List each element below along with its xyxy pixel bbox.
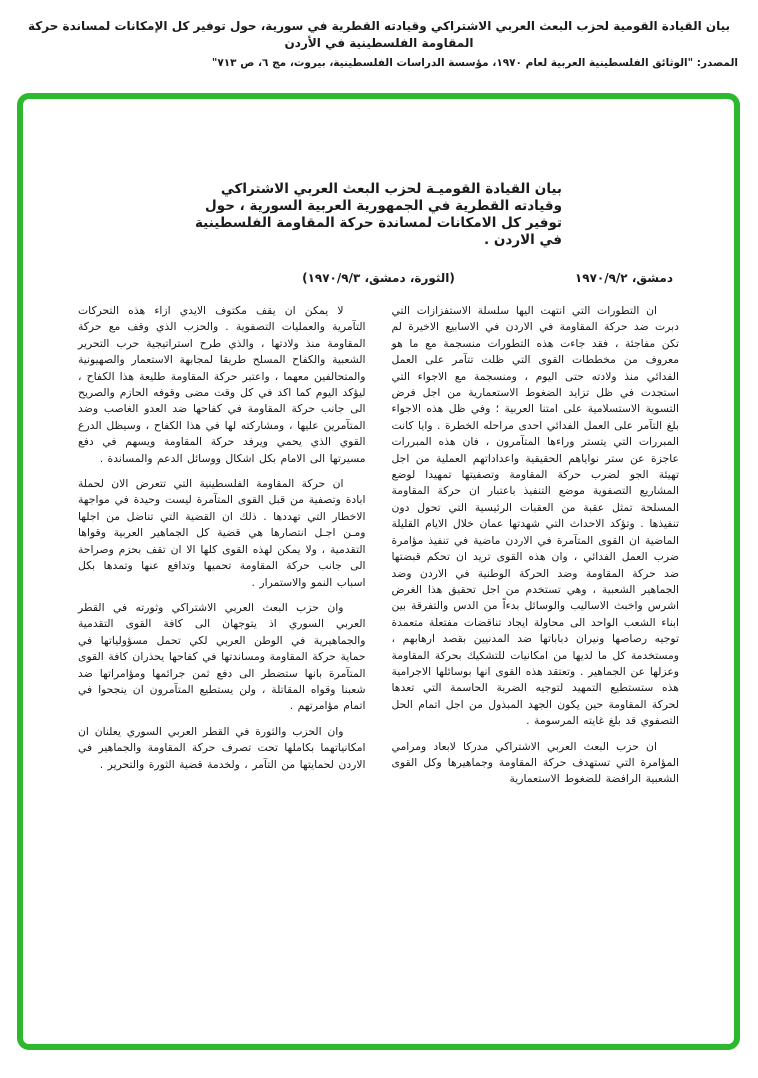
paragraph: ان التطورات التي انتهت اليها سلسلة الاستفزازات التي دبرت ضد حركة المقاومة في الاردن في الاسابيع الاخيرة لم تكن مفاجئة ، فقد جاءت هذه التطورات منسجمة مع ما هو معروف من مخططات القوى التي ظلت تتآمر على العمل الفدائي منذ ولادته حتى اليوم ، ومنسجمة مع الاجواء التي استجدت في ظل تزايد الضغوط الاستعمارية من اجل فرض التسوية الاستسلامية على امتنا العربية ؛ وفي ظل هذه الاجواء بلغ التآمر على العمل الفدائي احدى مراحله الخطرة . وايا كانت المبررات التي يتستر وراءها المتآمرون ، فان هذه المبررات عاجزة عن ستر نواياهم الحقيقية واعداداتهم العملية من اجل تهيئة الجو لضرب حركة المقاومة وتصفيتها تمهيدا لوضع المشاريع التصفوية موضع التنفيذ باعتبار ان حركة المقاومة المسلحة تمثل عقبة من العقبات الرئيسية التي تحول دون تنفيذها . وتؤكد الاحداث التي شهدتها عمان خلال الايام القليلة الماضية ان القوى المتآمرة في الاردن ماضية في تنفيذ مؤامرة ضرب العمل الفدائي ، وان هذه القوى تريد ان تحكم قبضتها ضد حركة المقاومة وضد الحركة الوطنية في الاردن وضد الجماهير الشعبية ، وهي تستخدم من اجل تحقيق هذا الغرض اشرس واخبث الاساليب والوسائل بدءاً من الدس والتفرقة بين ابناء الشعب الواحد الى محاولة ايجاد تناقضات مفتعلة متعمدة توجيه رصاصها ونيران دباباتها ضد المدنيين بقصد ارهابهم ، ومستخدمة كل ما لديها من امكانيات للتشكيك بحركة المقاومة وعزلها عن الجماهير . وتعتقد هذه القوى انها بوسائلها الاجرامية هذه ستستطيع التمهيد لتوجيه الضربة الحاسمة التي تعدها لحركة المقاومة حين يكون الجهد المبذول من اجل اتمام الحل التصفوي قد بلغ غايته المرسومة .: [391, 304, 679, 728]
paragraph: لا يمكن ان يقف مكتوف الايدي ازاء هذه التحركات التآمرية والعمليات التصفوية . والحزب الذي وقف مع حركة المقاومة منذ ولادتها ، والذي طرح استراتيجية حرب التحرير الشعبية والكفاح المسلح طريقا لمجابهة الاستعمار والصهيونية والمتحالفين معهما ، واعتبر حركة المقاومة طليعة هذا الكفاح ، ليؤكد اليوم كما اكد في كل وقت مضى وقوفه الحازم والصريح الى جانب حركة المقاومة في كفاحها ضد العدو الغاصب وضد المتآمرين عليها ، ومشاركته لها في هذا الكفاح ، وسيظل الدرع القوي الذي يحمي ويرفد حركة المقاومة ويسهم في دفع مسيرتها الى الامام بكل اشكال ووسائل الدعم والمساندة .: [78, 304, 366, 465]
paragraph: وان حزب البعث العربي الاشتراكي وثورته في القطر العربي السوري اذ يتوجهان الى كافة القوى التقدمية والجماهيرية في الوطن العربي لكي تحمل مسؤولياتها في حماية حركة المقاومة ومساندتها في كفاحها يحذران كافة القوى المتآمرة بانها ستضطر الى دفع ثمن جرائمها ومؤامراتها ضد شعبنا وقواه المقاتلة ، ولن يستطيع المتآمرون ان ينجحوا في اتمام مؤامرتهم .: [78, 600, 366, 713]
doc-title-line-2: وقيادته القطرية في الجمهورية العربية السورية ، حول: [205, 198, 562, 214]
paragraph: ان حزب البعث العربي الاشتراكي مدركا لابعاد ومرامي المؤامرة التي تستهدف حركة المقاومة وجماهيرها وكل القوى الشعبية الرافضة للضغوط الاستعمارية: [391, 739, 679, 786]
doc-title-line-4: في الاردن .: [484, 232, 562, 248]
page-header: [0, 0, 758, 71]
paragraph: ان حركة المقاومة الفلسطينية التي تتعرض الان لحملة ابادة وتصفية من قبل القوى المتآمرة ليست وحيدة في مواجهة الاخطار التي تهددها . ذلك ان القضية التي تناضل من اجلها ومـن اجـل انتصارها هي قضية كل الجماهير العربية وقواها التقدمية ، ولا يمكن لهذه القوى كلها الا ان تقف بحزم وصراحة الى جانب حركة المقاومة تحميها وتدافع عنها وتمدها بكل اسباب النمو والاستمرار .: [78, 477, 366, 589]
paragraph: وان الحزب والثورة في القطر العربي السوري يعلنان ان امكانياتهما بكاملها تحت تصرف حركة المقاومة والجماهير في الاردن لحمايتها من التآمر ، ولخدمة قضية الثورة والتحرير .: [78, 724, 366, 771]
source-citation: المصدر: "الوثائق الفلسطينية العربية لعام ١٩٧٠، مؤسسة الدراسات الفلسطينية، بيروت، مج ٦، ص ٧١٣": [211, 57, 738, 69]
header-title-line-1: بيان القيادة القومية لحزب البعث العربي الاشتراكي وقيادته القطرية في سورية، حول توفير كل الإمكانات لمساندة حركة: [27, 19, 731, 33]
document-title-block: [195, 181, 562, 249]
place-date: دمشق، ١٩٧٠/٩/٢: [574, 271, 673, 285]
doc-title-line-1: بيان القيادة القوميـة لحزب البعث العربي الاشتراكي: [220, 181, 562, 197]
publication-reference: (الثورة، دمشق، ١٩٧٠/٩/٣): [302, 271, 455, 285]
doc-title-line-3: توفير كل الامكانات لمساندة حركة المقاومة الفلسطينية: [195, 215, 562, 231]
document-body-columns: [78, 303, 679, 797]
column-right: [392, 303, 680, 797]
header-title-line-2: المقاومة الفلسطينية في الأردن: [284, 36, 474, 50]
dateline: [78, 271, 679, 291]
column-left: [78, 303, 366, 797]
scanned-document-frame: [17, 93, 740, 1050]
